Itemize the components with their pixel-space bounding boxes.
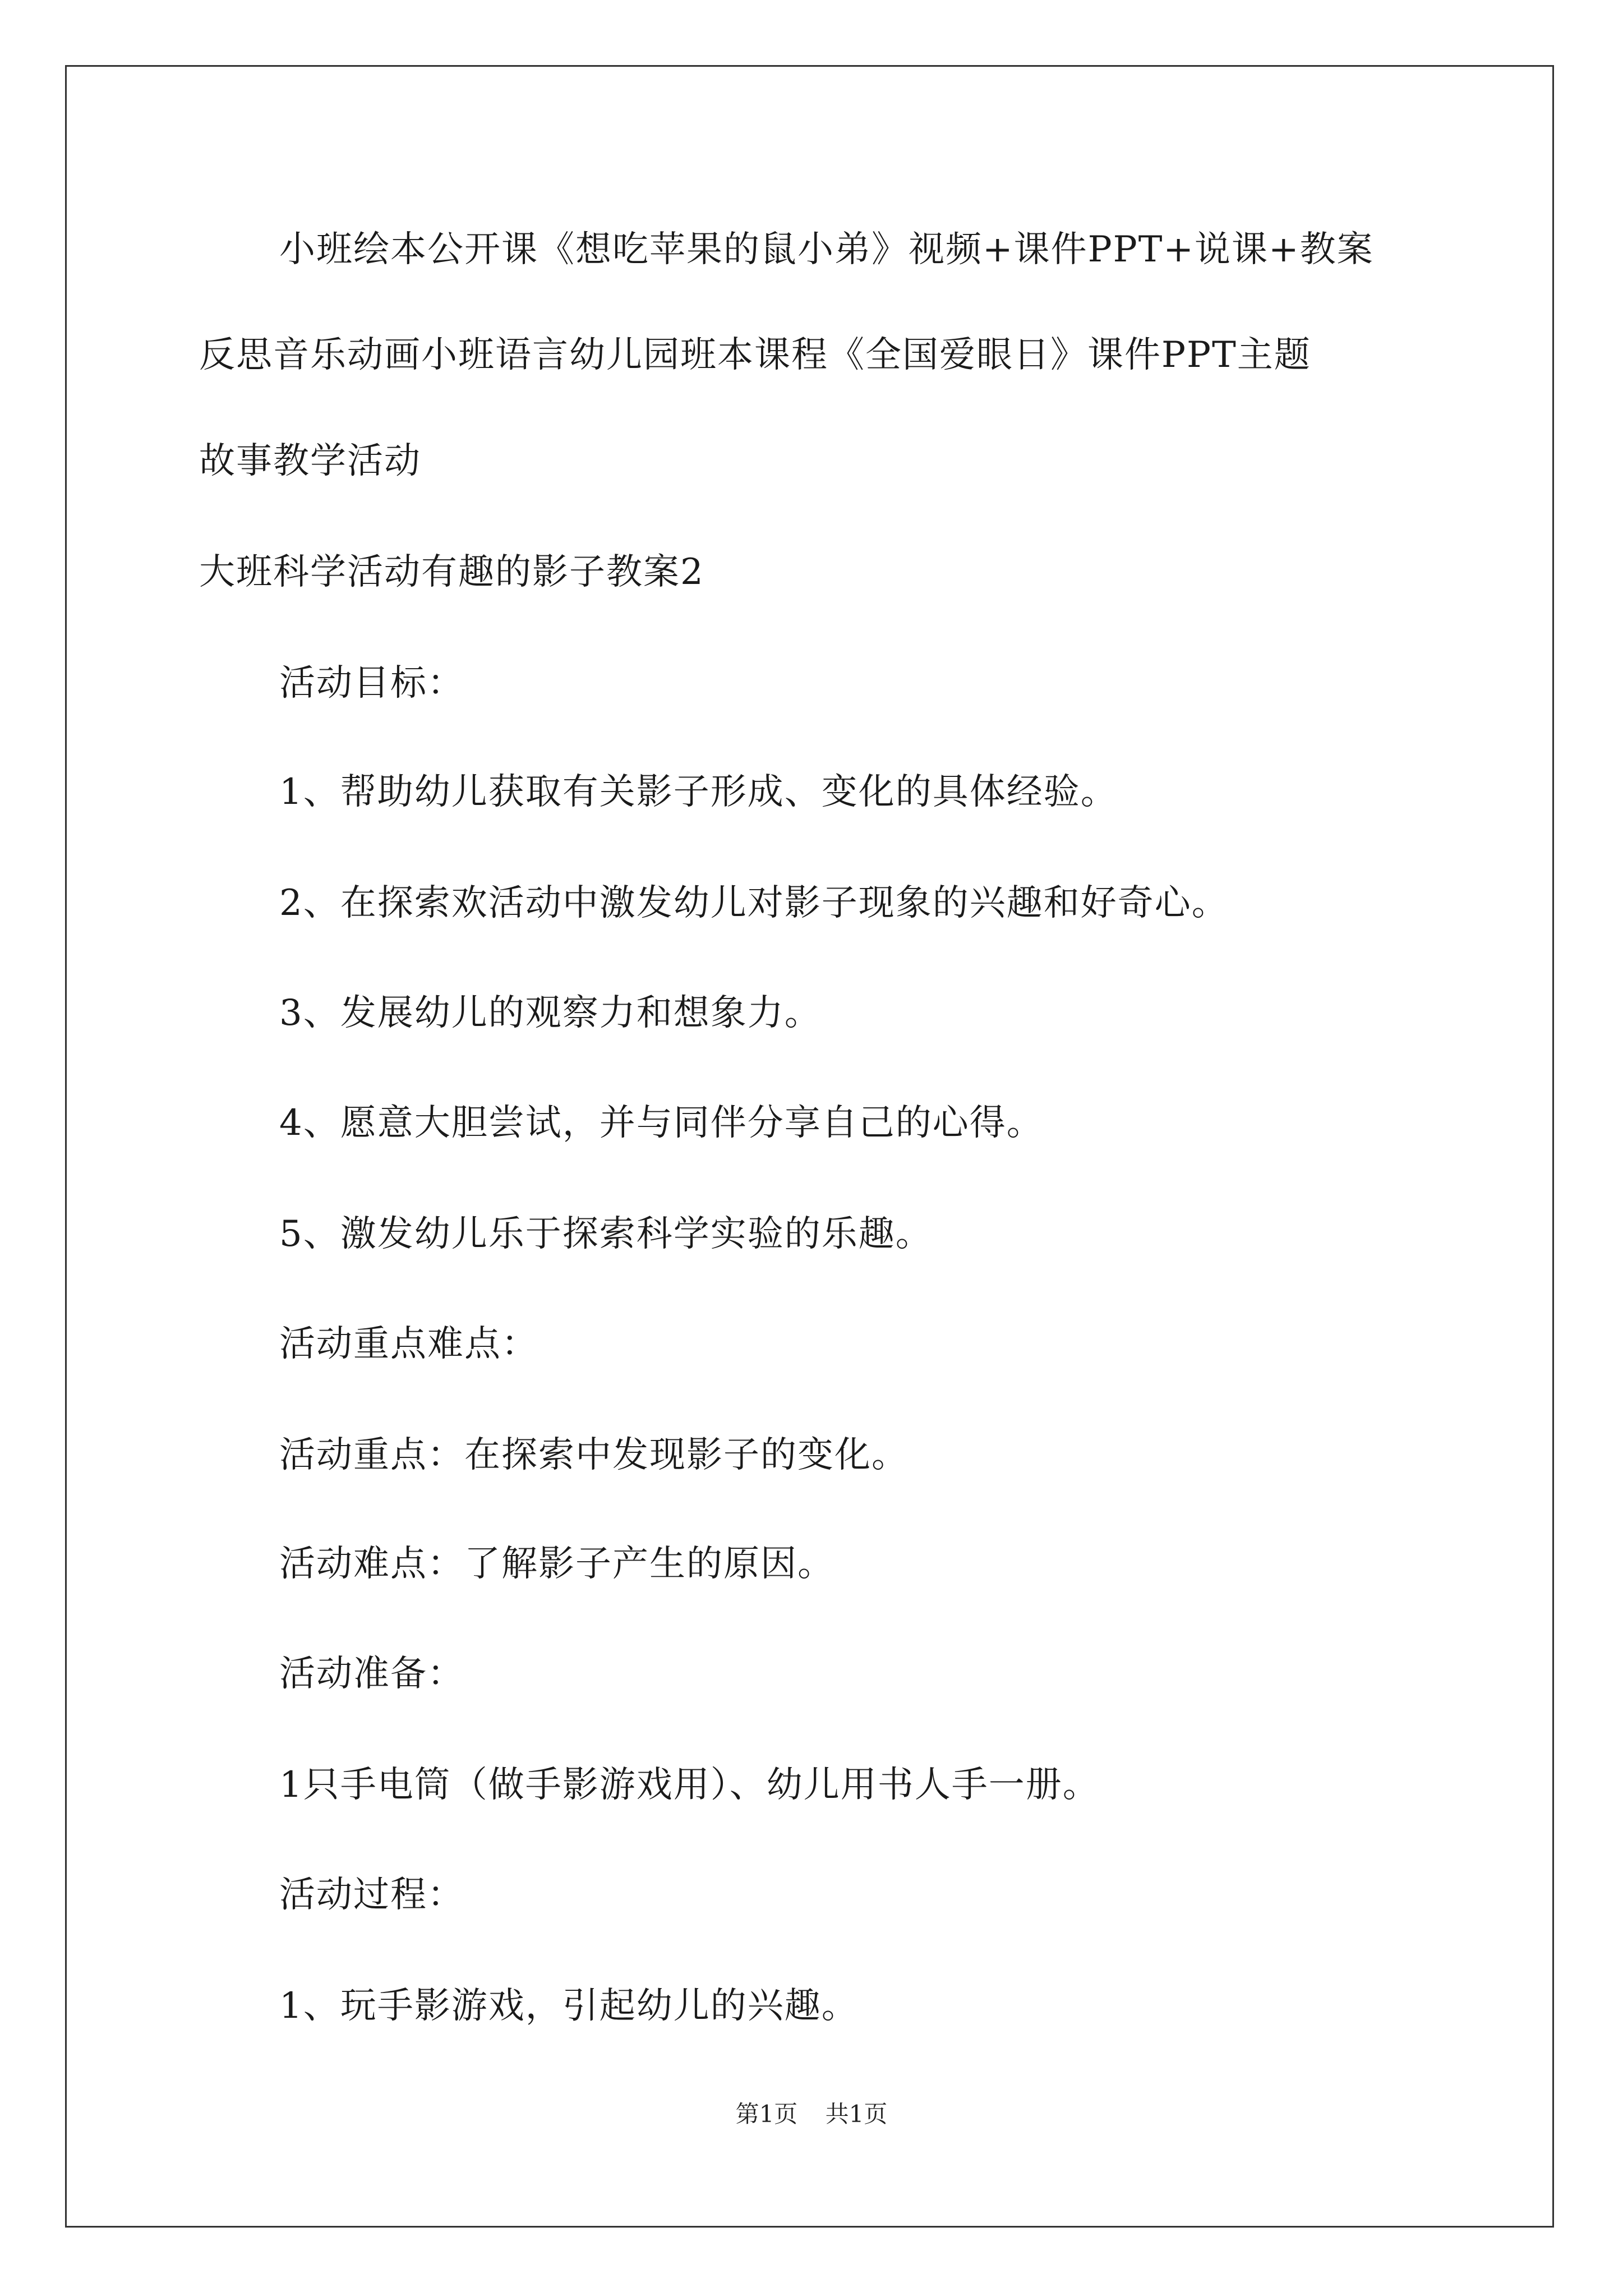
heading-goals: 活动目标：: [279, 662, 464, 704]
page-number: 第1页: [735, 2100, 798, 2128]
page-total: 共1页: [825, 2100, 888, 2128]
intro-line-2: 反思音乐动画小班语言幼儿园班本课程《全国爱眼日》课件PPT主题: [199, 334, 1311, 376]
heading-process: 活动过程：: [279, 1874, 464, 1916]
goal-item-5: 5、激发幼儿乐于探索科学实验的乐趣。: [279, 1213, 933, 1255]
heading-preparation: 活动准备：: [279, 1653, 464, 1695]
goal-item-2: 2、在探索欢活动中激发幼儿对影子现象的兴趣和好奇心。: [279, 882, 1229, 924]
difficult-point: 活动难点：了解影子产生的原因。: [279, 1543, 834, 1585]
heading-key-points: 活动重点难点：: [279, 1323, 538, 1365]
goal-item-1: 1、帮助幼儿获取有关影子形成、变化的具体经验。: [279, 771, 1118, 813]
goal-item-4: 4、愿意大胆尝试，并与同伴分享自己的心得。: [279, 1102, 1044, 1144]
intro-line-1: 小班绘本公开课《想吃苹果的鼠小弟》视频+课件PPT+说课+教案: [279, 229, 1374, 270]
preparation-item: 1只手电筒（做手影游戏用）、幼儿用书人手一册。: [279, 1764, 1100, 1806]
page-footer: [0, 2100, 1623, 2128]
goal-item-3: 3、发展幼儿的观察力和想象力。: [279, 992, 822, 1034]
process-step-1: 1、玩手影游戏，引起幼儿的兴趣。: [279, 1985, 859, 2027]
intro-line-3: 故事教学活动: [199, 440, 421, 482]
section-title: 大班科学活动有趣的影子教案2: [199, 551, 704, 593]
key-point: 活动重点：在探索中发现影子的变化。: [279, 1434, 909, 1476]
